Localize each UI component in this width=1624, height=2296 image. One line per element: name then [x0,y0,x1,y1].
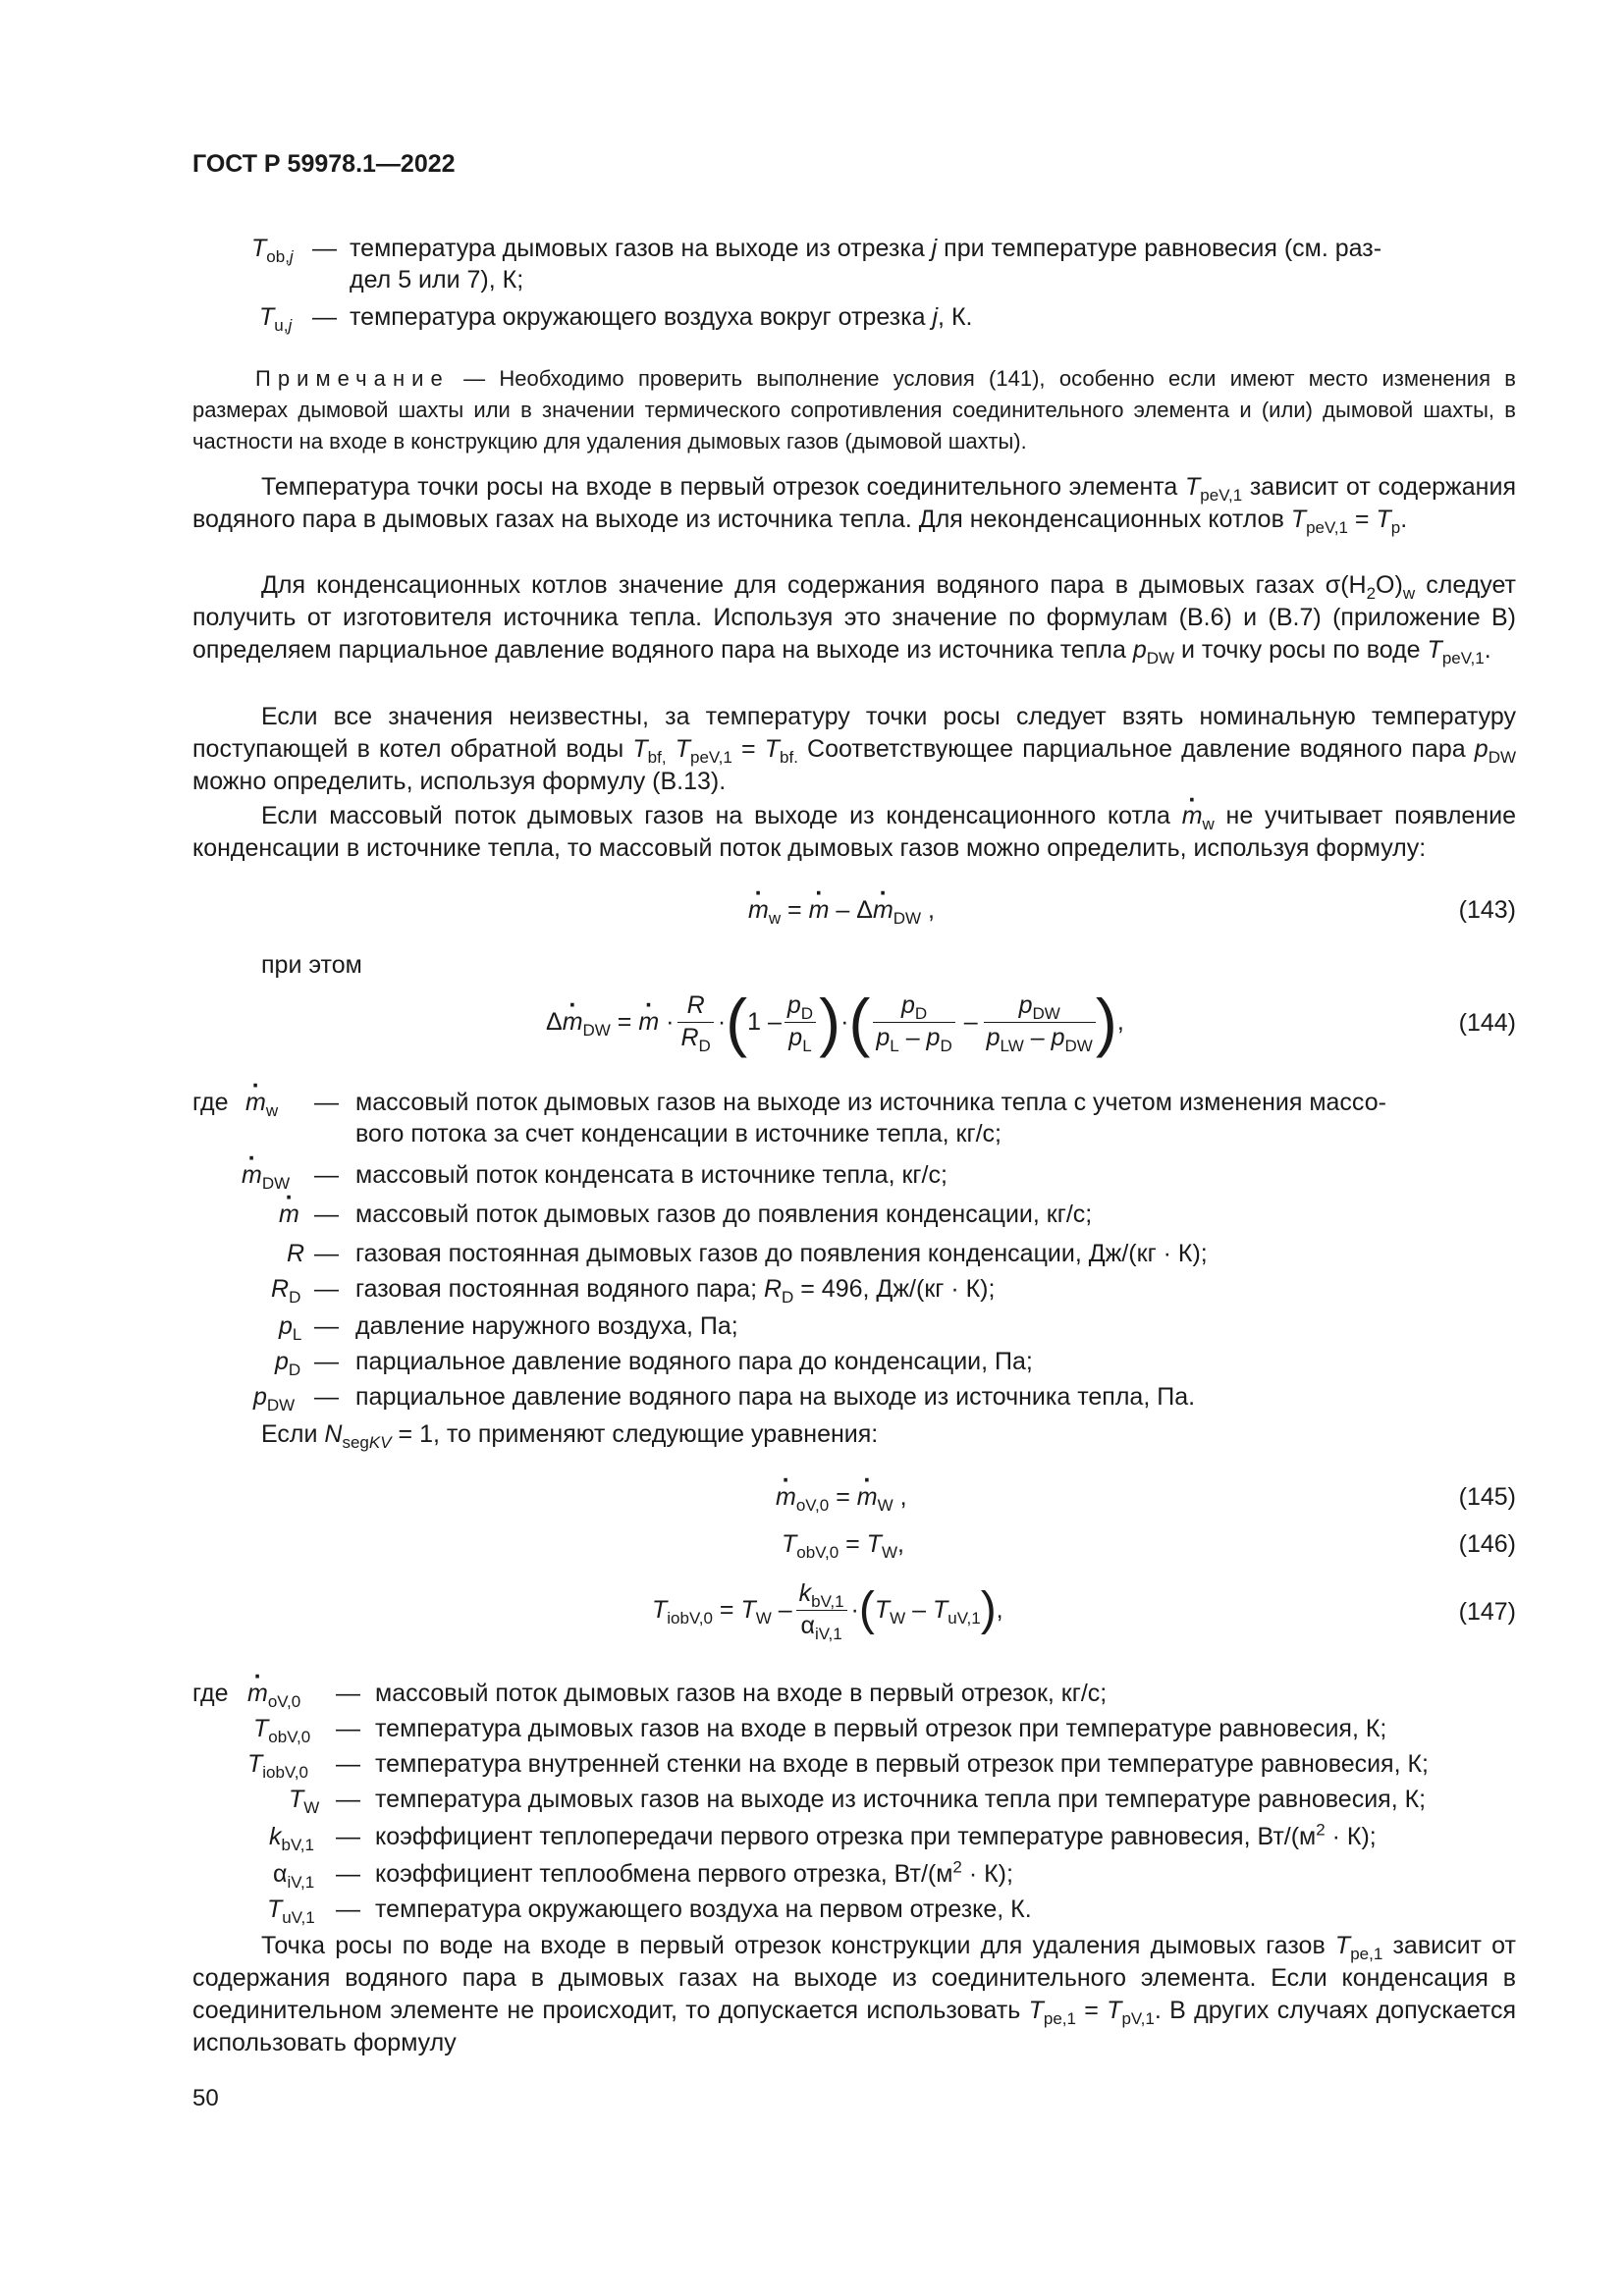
equation-number: (145) [1458,1483,1516,1511]
def-text: парциальное давление водяного пара на выходе из источника тепла, Па. [355,1383,1196,1411]
equation-147: $T_{iobV,0} = T_W$ – $\frac{k_{bV,1}}{\alpha_{iV,1}}$ · ( $T_W - T_{uV,1}$ ) , [652,1579,1003,1643]
def-dash: — [314,1348,339,1375]
def-symbol: $m \cdot_w$ [245,1088,278,1118]
def-text: массовый поток конденсата в источнике тепла, кг/с; [355,1161,947,1189]
note [192,363,1516,457]
def-symbol: $T_{ob,j}$ [251,235,294,266]
paragraph-mass-flow: Если массовый поток дымовых газов на выходе из конденсационного котла $m \cdot_w$ не учитывает появление конденсации в источнике тепла, то массовый поток дымовых газов можно определить, используя формулу: [192,800,1516,865]
def-text: газовая постоянная дымовых газов до появления конденсации, Дж/(кг · К); [355,1240,1208,1267]
def-dash: — [314,1275,339,1303]
equation-number: (147) [1458,1598,1516,1626]
def-dash: — [312,303,337,331]
def-symbol: $\alpha_{iV,1}$ [273,1860,315,1892]
def-dash: — [314,1089,339,1116]
def-symbol: $R_D$ [271,1275,301,1307]
def-symbol: $m \cdot_{oV,0}$ [247,1679,300,1709]
def-dash: — [336,1896,360,1923]
paragraph-final: Точка росы по воде на входе в первый отрезок конструкции для удаления дымовых газов $T_{pe,1}$ зависит от содержания водяного пара в дымовых газах на выходе из соединительного элемента. Если конденсация в соединительном элементе не происходит, то допускается использовать $T_{pe,1} = T_{pV,1}$. В других случаях допускается использовать формулу [192,1932,1516,2056]
def-text: температура дымовых газов на входе в первый отрезок при температуре равновесия, К; [375,1715,1387,1742]
def-text: температура дымовых газов на выходе из отрезка j при температуре равновесия (см. раз- [350,235,1382,262]
equation-143: $m \cdot_w = m$ · – $\Delta m \cdot_{DW}$ , [748,895,935,926]
def-text: массовый поток дымовых газов на выходе из источника тепла с учетом изменения массо- [355,1089,1386,1116]
paragraph-condensing: Для конденсационных котлов значение для содержания водяного пара в дымовых газах $\sigma(H_2O)_w$ следует получить от изготовителя источника тепла. Используя это значение по формулам (В.6) и (В.7) (приложение В) определяем парциальное давление водяного пара на выходе из источника тепла $p_{DW}$ и точку росы по воде $T_{peV,1}$. [192,571,1517,667]
def-dash: — [314,1383,339,1411]
equation-144: $\Delta m \cdot_{DW} = m$ · · $\frac{R}{R_D}$ · ( 1 – $\frac{p_D}{p_L}$ ) · ( $\frac{p_D}{p_L - p_D}$ – $\frac{p_{DW}}{p_{LW} - p_{DW}}$ ) , [546,978,1124,1066]
def-text: парциальное давление водяного пара до конденсации, Па; [355,1348,1033,1375]
equation-146: $T_{obV,0} = T_W$, [782,1530,904,1562]
def-dash: — [314,1312,339,1340]
def-symbol: $p_L$ [279,1312,302,1344]
def-dash: — [312,235,337,262]
equation-number: (143) [1458,896,1516,924]
equation-145: $m \cdot_{oV,0} = m \cdot_W$ , [776,1482,907,1513]
def-dash: — [314,1201,339,1228]
paragraph-dewpoint: Температура точки росы на входе в первый отрезок соединительного элемента $T_{peV,1}$ зависит от содержания водяного пара в дымовых газах на выходе из источника тепла. Для неконденсационных котлов $T_{peV,1} = T_p$. [192,473,1516,537]
def-symbol: $T_{uV,1}$ [267,1896,315,1927]
paragraph-nseg: Если $N_{segKV} = 1$, то применяют следующие уравнения: [261,1420,879,1452]
def-text: массовый поток дымовых газов до появления конденсации, кг/с; [355,1201,1093,1228]
equation-number: (144) [1458,1009,1516,1037]
def-text: газовая постоянная водяного пара; $R_D = 496$, Дж/(кг · К); [355,1275,996,1307]
note-text: — Необходимо проверить выполнение условия (141), особенно если имеют место изменения в размерах дымовой шахты или в значении термического сопротивления соединительного элемента и (или) дымовой шахты, в частности на входе в конструкцию для удаления дымовых газов (дымовой шахты). [192,366,1516,454]
def-symbol: R [287,1240,305,1267]
def-text: температура окружающего воздуха вокруг отрезка j, К. [350,303,973,331]
equation-number: (146) [1458,1530,1516,1558]
def-symbol: $T_{iobV,0}$ [247,1750,308,1782]
def-symbol: $k_{bV,1}$ [269,1823,314,1854]
def-symbol: $m \cdot_{DW}$ [242,1160,290,1191]
def-text: температура дымовых газов на выходе из источника тепла при температуре равновесия, К; [375,1786,1427,1813]
def-symbol: $p_D$ [275,1348,301,1379]
def-text: массовый поток дымовых газов на входе в первый отрезок, кг/с; [375,1680,1108,1707]
def-dash: — [336,1786,360,1813]
def-symbol: $T_{u,j}$ [259,303,293,335]
page-number: 50 [192,2085,219,2111]
def-dash: — [336,1823,360,1850]
def-dash: — [314,1161,339,1189]
def-text: давление наружного воздуха, Па; [355,1312,738,1340]
text-pri-etom: при этом [261,951,362,979]
def-text: температура внутренней стенки на входе в первый отрезок при температуре равновесия, К; [375,1750,1429,1778]
def-text: температура окружающего воздуха на первом отрезке, К. [375,1896,1032,1923]
where-label: где [192,1680,229,1707]
paragraph-unknown-values: Если все значения неизвестны, за температуру точки росы следует взять номинальную температуру поступающей в котел обратной воды $T_{bf,}$ $T_{peV,1} = T_{bf.}$ Соответствующее парциальное давление водяного пара $p_{DW}$ можно определить, используя формулу (В.13). [192,703,1517,795]
def-symbol: $T_{obV,0}$ [253,1715,311,1746]
def-symbol: $p_{DW}$ [253,1383,296,1415]
def-dash: — [336,1715,360,1742]
def-text: коэффициент теплопередачи первого отрезка при температуре равновесия, $Вт/(м^2 \cdot К)$; [375,1820,1377,1850]
note-label: Примечание [255,366,450,391]
def-text: коэффициент теплообмена первого отрезка, $Вт/(м^2 \cdot К)$; [375,1857,1013,1888]
def-dash: — [336,1680,360,1707]
def-dash: — [314,1240,339,1267]
def-text-cont: вого потока за счет конденсации в источнике тепла, кг/с; [355,1120,1001,1148]
def-dash: — [336,1860,360,1888]
def-dash: — [336,1750,360,1778]
def-symbol: m · [279,1200,299,1230]
def-text-cont: дел 5 или 7), К; [350,266,524,294]
where-label: где [192,1089,229,1116]
def-symbol: $T_W$ [289,1786,320,1817]
document-header: ГОСТ Р 59978.1—2022 [192,150,456,178]
